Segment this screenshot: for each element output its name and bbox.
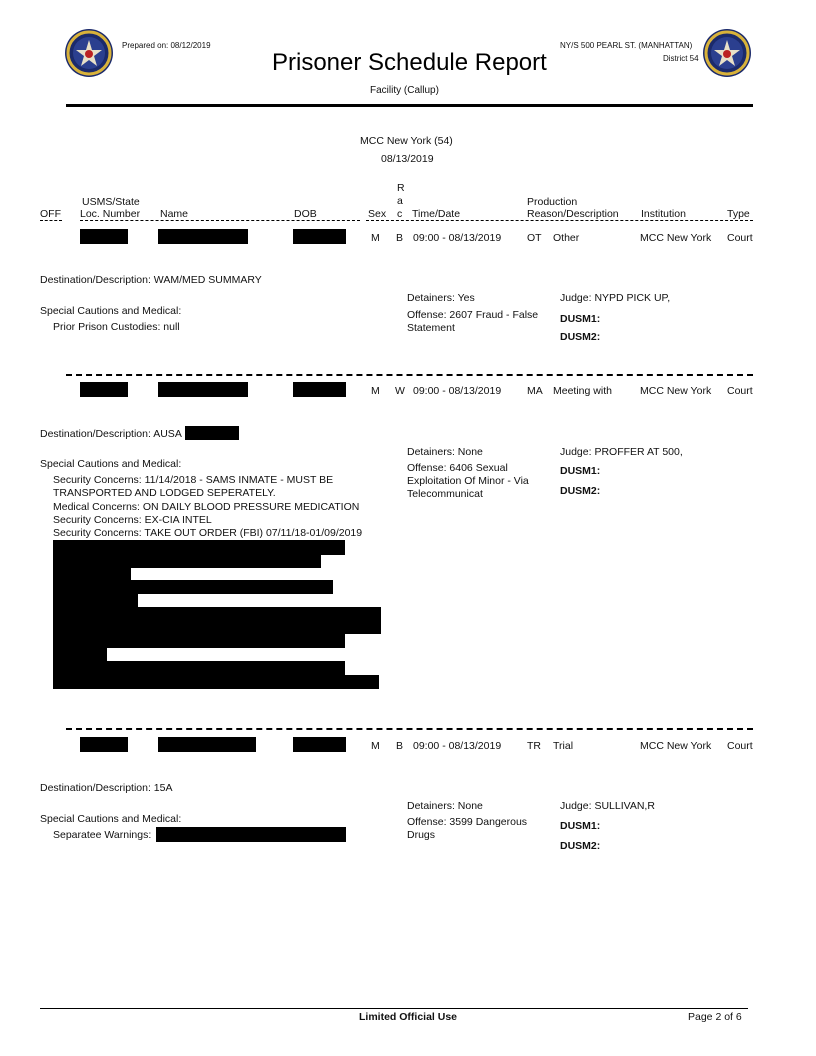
record-offense: Offense: 6406 Sexual Exploitation Of Minor - Via Telecommunicat xyxy=(407,462,529,500)
record-offense: Offense: 3599 Dangerous Drugs xyxy=(407,816,528,841)
col-institution: Institution xyxy=(641,208,686,220)
redacted-block xyxy=(158,229,248,244)
redacted-block xyxy=(293,229,346,244)
redacted-block xyxy=(53,661,345,675)
page-title: Prisoner Schedule Report xyxy=(272,49,547,76)
record-detainers: Detainers: Yes xyxy=(407,292,475,304)
footer-divider xyxy=(40,1008,748,1009)
record-race: W xyxy=(395,385,405,397)
caution-line: Security Concerns: 11/14/2018 - SAMS INMATE - MUST BE TRANSPORTED AND LODGED SEPERATELY. xyxy=(53,474,334,499)
record-detainers: Detainers: None xyxy=(407,446,483,458)
redacted-block xyxy=(293,737,346,752)
record-detainers: Detainers: None xyxy=(407,800,483,812)
facility-date: 08/13/2019 xyxy=(381,153,434,165)
record-reason: Other xyxy=(553,232,580,244)
us-marshals-seal-icon xyxy=(64,28,114,78)
col-sex: Sex xyxy=(368,208,387,220)
cautions-label: Special Cautions and Medical: xyxy=(40,305,182,317)
record-destination: Destination/Description: AUSA xyxy=(40,428,182,440)
col-usms: USMS/State xyxy=(82,196,140,208)
record-dusm1: DUSM1: xyxy=(560,313,601,325)
location-text: NY/S 500 PEARL ST. (MANHATTAN) xyxy=(560,41,693,50)
redacted-block xyxy=(53,594,138,607)
record-destination: Destination/Description: WAM/MED SUMMARY xyxy=(40,274,262,286)
us-marshals-seal-icon xyxy=(702,28,752,78)
redacted-block xyxy=(185,426,239,440)
record-type: Court xyxy=(727,385,753,397)
record-race: B xyxy=(396,232,404,244)
col-race-c: c xyxy=(397,208,403,220)
record-institution: MCC New York xyxy=(640,385,712,397)
record-code: OT xyxy=(527,232,542,244)
record-judge: Judge: NYPD PICK UP, xyxy=(560,292,671,304)
redacted-block xyxy=(53,675,379,689)
redacted-block xyxy=(80,229,128,244)
redacted-block xyxy=(53,566,131,580)
col-race-r: R xyxy=(397,182,405,194)
col-type: Type xyxy=(727,208,750,220)
col-dob: DOB xyxy=(294,208,317,220)
redacted-block xyxy=(156,827,346,842)
col-reason: Reason/Description xyxy=(527,208,619,220)
record-time: 09:00 - 08/13/2019 xyxy=(413,232,502,244)
col-off: OFF xyxy=(40,208,61,220)
page-subtitle: Facility (Callup) xyxy=(370,85,439,96)
caution-line: Prior Prison Custodies: null xyxy=(53,321,180,333)
record-dusm2: DUSM2: xyxy=(560,840,601,852)
record-time: 09:00 - 08/13/2019 xyxy=(413,740,502,752)
record-type: Court xyxy=(727,740,753,752)
col-race-a: a xyxy=(397,195,403,207)
record-race: B xyxy=(396,740,404,752)
caution-line: Medical Concerns: ON DAILY BLOOD PRESSURE MEDICATION xyxy=(53,501,360,513)
page-number: Page 2 of 6 xyxy=(688,1011,742,1023)
record-institution: MCC New York xyxy=(640,740,712,752)
record-reason: Meeting with xyxy=(553,385,612,397)
redacted-block xyxy=(158,382,248,397)
record-reason: Trial xyxy=(553,740,574,752)
record-sex: M xyxy=(371,232,380,244)
redacted-block xyxy=(53,648,107,661)
record-separator xyxy=(66,374,753,376)
record-sex: M xyxy=(371,385,380,397)
redacted-block xyxy=(53,634,345,648)
header-divider xyxy=(66,104,753,107)
record-dusm1: DUSM1: xyxy=(560,465,601,477)
redacted-block xyxy=(53,580,333,594)
header-underline xyxy=(80,220,360,221)
header-underline xyxy=(366,220,753,221)
record-sex: M xyxy=(371,740,380,752)
record-institution: MCC New York xyxy=(640,232,712,244)
redacted-block xyxy=(53,621,381,634)
redacted-block xyxy=(80,382,128,397)
record-judge: Judge: PROFFER AT 500, xyxy=(560,446,683,458)
record-separator xyxy=(66,728,753,730)
cautions-label: Special Cautions and Medical: xyxy=(40,813,182,825)
cautions-label: Special Cautions and Medical: xyxy=(40,458,182,470)
col-production: Production xyxy=(527,196,578,208)
col-time: Time/Date xyxy=(412,208,461,220)
footer-label: Limited Official Use xyxy=(359,1011,458,1023)
record-offense: Offense: 2607 Fraud - False Statement xyxy=(407,309,539,334)
redacted-block xyxy=(293,382,346,397)
record-dusm2: DUSM2: xyxy=(560,485,601,497)
record-code: MA xyxy=(527,385,543,397)
record-dusm1: DUSM1: xyxy=(560,820,601,832)
caution-line: Security Concerns: EX-CIA INTEL xyxy=(53,514,212,526)
record-code: TR xyxy=(527,740,541,752)
record-type: Court xyxy=(727,232,753,244)
record-dusm2: DUSM2: xyxy=(560,331,601,343)
col-loc: Loc. Number xyxy=(80,208,141,220)
header-underline xyxy=(40,220,62,221)
facility-name: MCC New York (54) xyxy=(360,135,453,147)
record-destination: Destination/Description: 15A xyxy=(40,782,173,794)
prepared-on: Prepared on: 08/12/2019 xyxy=(122,41,211,50)
col-name: Name xyxy=(160,208,189,220)
caution-line: Separatee Warnings: xyxy=(53,829,152,841)
record-judge: Judge: SULLIVAN,R xyxy=(560,800,655,812)
redacted-block xyxy=(80,737,128,752)
redacted-block xyxy=(53,607,381,621)
caution-line: Security Concerns: TAKE OUT ORDER (FBI) 07/11/18-01/09/2019 xyxy=(53,527,363,539)
district-text: District 54 xyxy=(663,54,699,63)
redacted-block xyxy=(158,737,256,752)
record-time: 09:00 - 08/13/2019 xyxy=(413,385,502,397)
